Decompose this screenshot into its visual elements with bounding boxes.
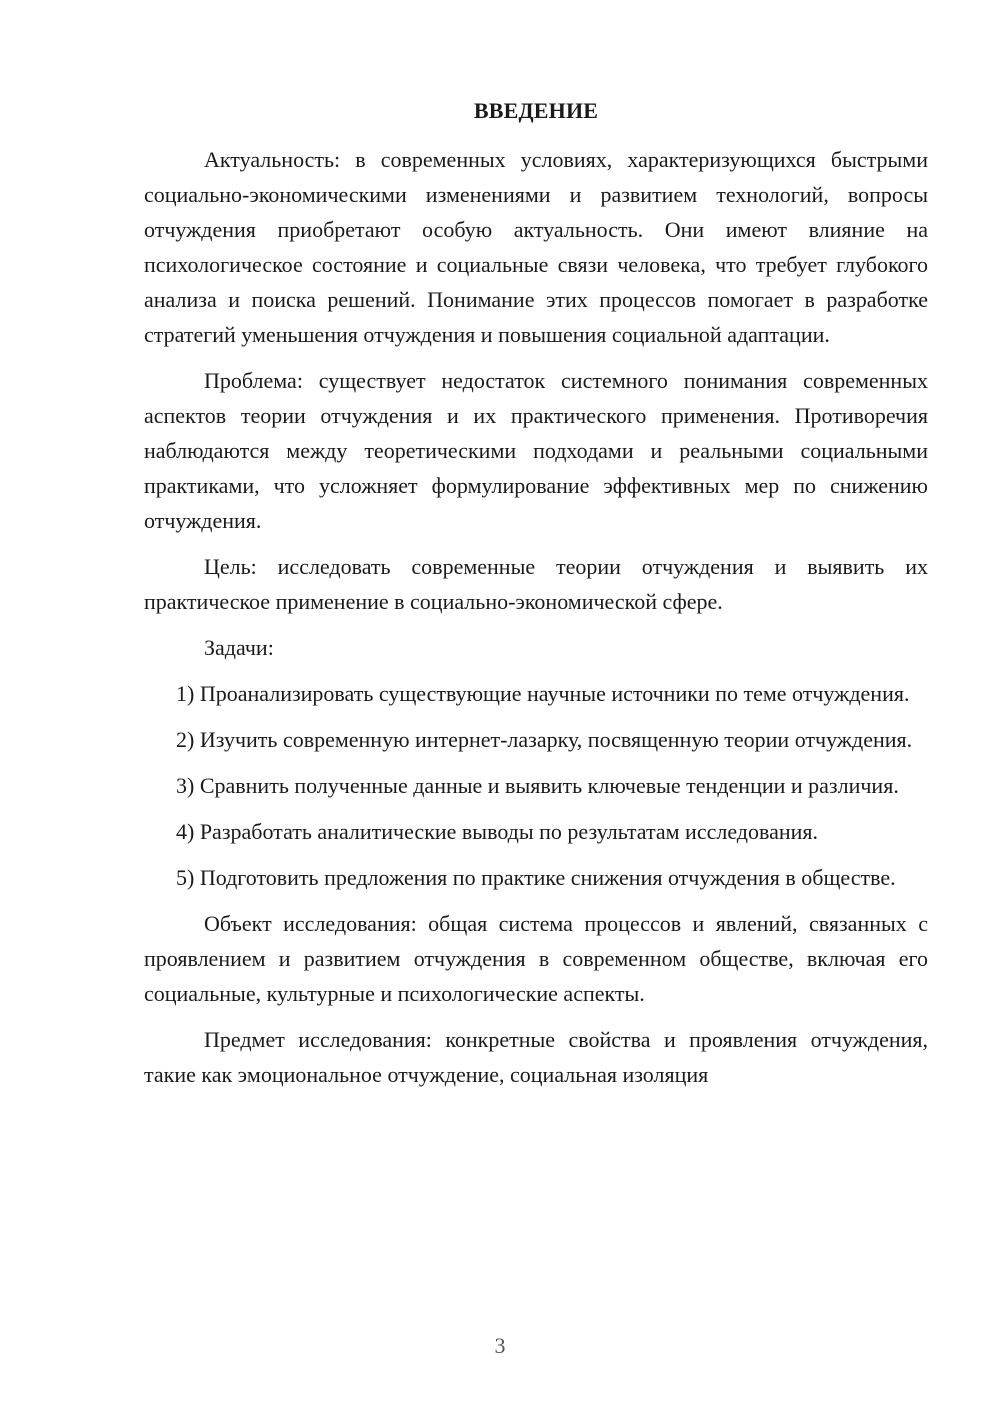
section-heading: ВВЕДЕНИЕ	[473, 98, 599, 123]
task-item: 2) Изучить современную интернет-лазарку, посвященную теории отчуждения.	[176, 727, 913, 752]
paragraph-object: Объект исследования: общая система процессов и явлений, связанных с проявлением и развитием отчуждения в современном обществе, включая его социальные, культурные и психологические аспекты.	[144, 911, 928, 1006]
task-item: 3) Сравнить полученные данные и выявить ключевые тенденции и различия.	[176, 773, 899, 798]
paragraph-problem: Проблема: существует недостаток системного понимания современных аспектов теории отчуждения и их практического применения. Противоречия наблюдаются между теоретическими подходами и реальными социальными практиками, что усложняет формулирование эффективных мер по снижению отчуждения.	[144, 368, 928, 533]
page-number: 3	[494, 1333, 506, 1358]
tasks-label: Задачи:	[204, 635, 274, 660]
task-item: 1) Проанализировать существующие научные источники по теме отчуждения.	[176, 681, 910, 706]
task-item: 5) Подготовить предложения по практике снижения отчуждения в обществе.	[176, 865, 896, 890]
paragraph-relevance: Актуальность: в современных условиях, характеризующихся быстрыми социально-экономическими изменениями и развитием технологий, вопросы отчуждения приобретают особую актуальность. Они имеют влияние на психологическое состояние и социальные связи человека, что требует глубокого анализа и поиска решений. Понимание этих процессов помогает в разработке стратегий уменьшения отчуждения и повышения социальной адаптации.	[144, 147, 928, 347]
task-item: 4) Разработать аналитические выводы по результатам исследования.	[176, 819, 819, 844]
paragraph-subject: Предмет исследования: конкретные свойства и проявления отчуждения, такие как эмоциональное отчуждение, социальная изоляция	[144, 1027, 928, 1087]
paragraph-goal: Цель: исследовать современные теории отчуждения и выявить их практическое применение в социально-экономической сфере.	[144, 554, 928, 614]
document-page	[144, 94, 928, 1103]
